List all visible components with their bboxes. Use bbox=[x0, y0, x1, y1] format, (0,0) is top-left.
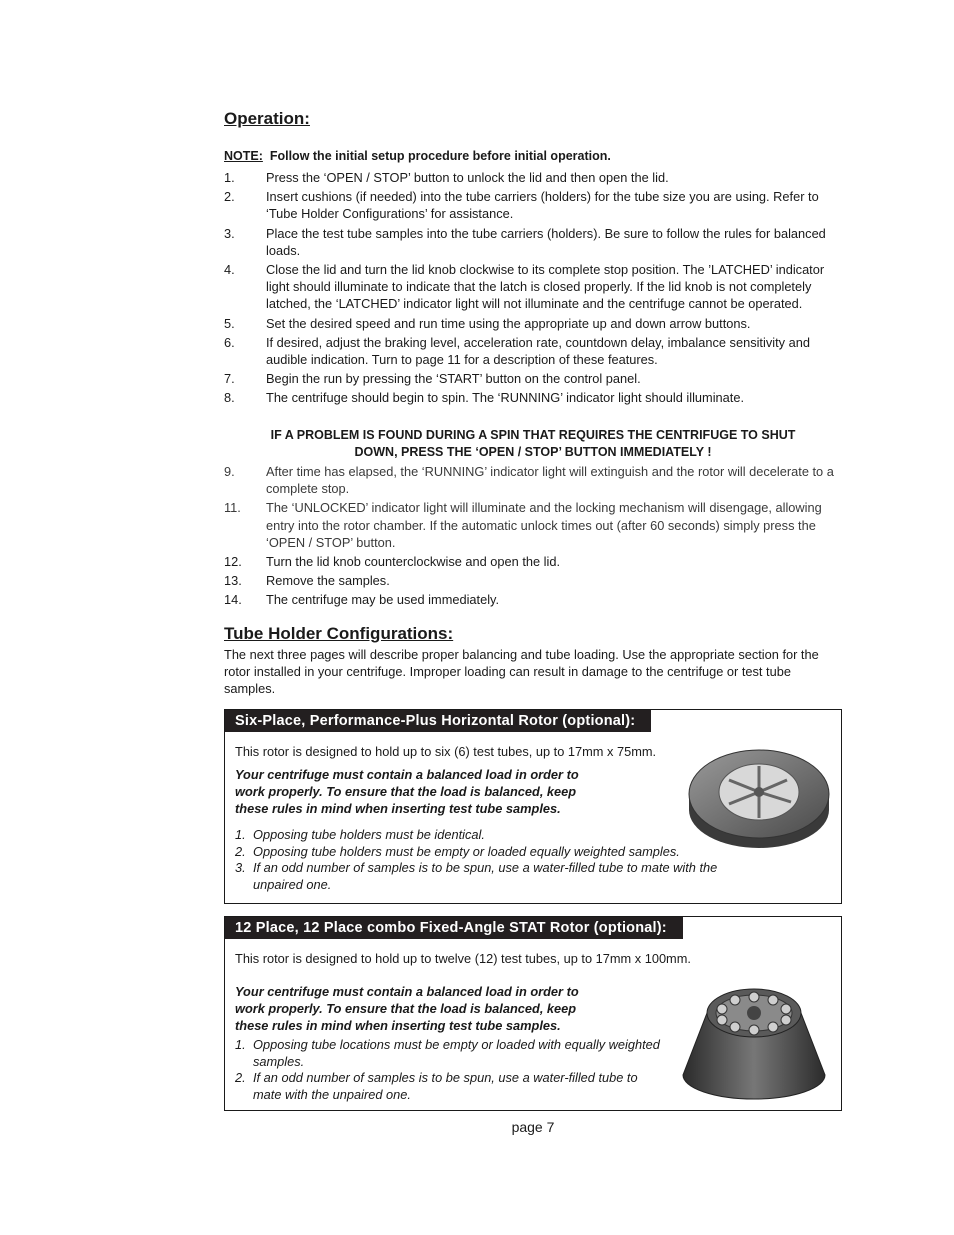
balance-warning bbox=[235, 983, 579, 1034]
step-text: The ‘UNLOCKED’ indicator light will illuminate and the locking mechanism will disengage, allowing entry into the rotor chamber. If the automatic unlock times out (after 60 seconds) simply press the ‘OPEN / STOP’ button. bbox=[266, 500, 822, 550]
rule-text: If an odd number of samples is to be spun, use a water-filled tube to mate with the unpaired one. bbox=[253, 860, 718, 892]
step-3 bbox=[224, 225, 842, 259]
step-text: Close the lid and turn the lid knob clockwise to its complete stop position. The ’LATCHED’ indicator light should illuminate to indicate that the latch is closed properly. If the lid knob is not completely latched, the ‘LATCHED’ indicator light will not illuminate and the centrifuge cannot be operated. bbox=[266, 262, 825, 312]
rule-text: Opposing tube holders must be empty or loaded equally weighted samples. bbox=[253, 843, 680, 859]
note-label: NOTE: bbox=[224, 149, 263, 163]
rule-number: 3. bbox=[235, 860, 246, 876]
step-number: 8. bbox=[224, 390, 235, 406]
step-text: Begin the run by pressing the ‘START’ button on the control panel. bbox=[266, 371, 641, 387]
warning-line-2: DOWN, PRESS THE ‘OPEN / STOP’ BUTTON IMMEDIATELY ! bbox=[354, 445, 712, 459]
rule-item bbox=[235, 827, 735, 844]
step-4 bbox=[224, 261, 842, 313]
step-text: Insert cushions (if needed) into the tube carriers (holders) for the tube size you are using. Refer to ‘Tube Holder Configurations’ for assistance. bbox=[266, 189, 819, 222]
rule-number: 1. bbox=[235, 827, 246, 842]
step-9 bbox=[224, 463, 842, 497]
rule-item bbox=[235, 844, 735, 861]
step-number: 12. bbox=[224, 554, 242, 570]
rule-item bbox=[235, 860, 735, 893]
step-number: 5. bbox=[224, 315, 235, 331]
step-2 bbox=[224, 188, 842, 222]
balance-warning-line: Your centrifuge must contain a balanced load in order to bbox=[235, 767, 579, 782]
step-number: 11. bbox=[224, 500, 241, 516]
rule-number: 2. bbox=[235, 843, 246, 859]
problem-warning bbox=[224, 427, 842, 461]
operation-heading: Operation: bbox=[224, 109, 310, 128]
warning-line-1: IF A PROBLEM IS FOUND DURING A SPIN THAT REQUIRES THE CENTRIFUGE TO SHUT bbox=[270, 428, 796, 442]
step-text: Remove the samples. bbox=[266, 573, 390, 589]
step-5 bbox=[224, 315, 842, 332]
fixed-angle-rotor-panel bbox=[224, 916, 842, 1111]
step-number: 13. bbox=[224, 573, 242, 589]
rule-number: 1. bbox=[235, 1037, 246, 1052]
step-number: 2. bbox=[224, 189, 235, 205]
rule-text: Opposing tube locations must be empty or loaded with equally weighted samples. bbox=[253, 1037, 660, 1069]
horizontal-rotor-panel bbox=[224, 709, 842, 904]
step-text: The centrifuge should begin to spin. The ‘RUNNING’ indicator light should illuminate. bbox=[266, 390, 744, 406]
balance-rules bbox=[235, 827, 735, 893]
operation-steps-after bbox=[224, 463, 842, 611]
step-number: 1. bbox=[224, 170, 235, 185]
rotor-capacity: This rotor is designed to hold up to six (6) test tubes, up to 17mm x 75mm. bbox=[235, 744, 657, 759]
step-7 bbox=[224, 370, 842, 387]
step-14 bbox=[224, 591, 842, 608]
step-6 bbox=[224, 334, 842, 368]
step-number: 14. bbox=[224, 592, 242, 608]
step-number: 7. bbox=[224, 371, 235, 387]
panel-header: 12 Place, 12 Place combo Fixed-Angle STAT Rotor (optional): bbox=[225, 917, 683, 939]
step-number: 3. bbox=[224, 225, 235, 241]
tube-holder-intro: The next three pages will describe proper balancing and tube loading. Use the appropriate section for the rotor installed in your centrifuge. Improper loading can result in damage to the centrifuge or test tube samples. bbox=[224, 647, 819, 696]
balance-warning-line: work properly. To ensure that the load is balanced, keep bbox=[235, 784, 577, 799]
rule-text: Opposing tube holders must be identical. bbox=[253, 827, 485, 842]
step-1 bbox=[224, 169, 842, 186]
rule-text: If an odd number of samples is to be spun, use a water-filled tube to mate with the unpaired one. bbox=[253, 1070, 638, 1102]
tube-holder-heading: Tube Holder Configurations: bbox=[224, 624, 454, 643]
step-text: Set the desired speed and run time using the appropriate up and down arrow buttons. bbox=[266, 315, 751, 331]
step-text: Place the test tube samples into the tube carriers (holders). Be sure to follow the rules for balanced loads. bbox=[266, 225, 826, 258]
step-number: 6. bbox=[224, 334, 235, 350]
step-text: The centrifuge may be used immediately. bbox=[266, 592, 500, 608]
step-12 bbox=[224, 553, 842, 570]
fixed-angle-rotor-image bbox=[679, 979, 829, 1103]
note bbox=[224, 149, 611, 163]
balance-rules bbox=[235, 1037, 665, 1103]
step-11 bbox=[224, 499, 842, 551]
rotor-capacity: This rotor is designed to hold up to twelve (12) test tubes, up to 17mm x 100mm. bbox=[235, 951, 691, 966]
step-text: Press the ‘OPEN / STOP’ button to unlock the lid and then open the lid. bbox=[266, 170, 669, 185]
operation-steps bbox=[224, 169, 842, 409]
horizontal-rotor-image bbox=[687, 736, 831, 854]
note-text: Follow the initial setup procedure before initial operation. bbox=[269, 149, 611, 163]
step-number: 4. bbox=[224, 262, 235, 278]
rule-item bbox=[235, 1037, 665, 1070]
step-text: After time has elapsed, the ‘RUNNING’ indicator light will extinguish and the rotor will decelerate to a complete stop. bbox=[266, 464, 834, 497]
rule-item bbox=[235, 1070, 665, 1103]
balance-warning-line: Your centrifuge must contain a balanced load in order to bbox=[235, 984, 579, 999]
balance-warning bbox=[235, 766, 579, 817]
page-number: page 7 bbox=[511, 1119, 555, 1135]
balance-warning-line: these rules in mind when inserting test tube samples. bbox=[235, 801, 561, 816]
step-number: 9. bbox=[224, 464, 235, 479]
rule-number: 2. bbox=[235, 1070, 246, 1086]
panel-header: Six-Place, Performance-Plus Horizontal Rotor (optional): bbox=[225, 710, 651, 732]
step-text: If desired, adjust the braking level, acceleration rate, countdown delay, imbalance sensitivity and audible indication. Turn to page 11 for a description of these features. bbox=[266, 334, 810, 368]
step-text: Turn the lid knob counterclockwise and open the lid. bbox=[266, 554, 561, 570]
balance-warning-line: these rules in mind when inserting test tube samples. bbox=[235, 1018, 561, 1033]
step-13 bbox=[224, 572, 842, 589]
step-8 bbox=[224, 389, 842, 406]
balance-warning-line: work properly. To ensure that the load is balanced, keep bbox=[235, 1001, 577, 1016]
